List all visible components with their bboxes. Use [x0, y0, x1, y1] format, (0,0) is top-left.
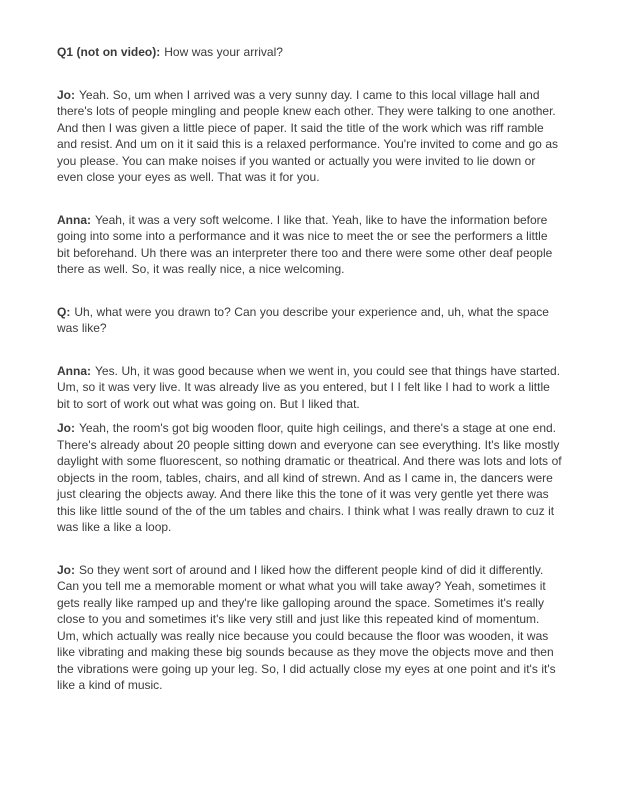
transcript-paragraph-jo-room: [57, 420, 562, 536]
transcript-paragraph-q2: [57, 304, 562, 337]
speaker-label: Jo:: [57, 421, 75, 435]
transcript-paragraph-anna-welcome: [57, 212, 562, 278]
speaker-label: Q1 (not on video):: [57, 45, 161, 59]
transcript-paragraph-jo-arrival: [57, 87, 562, 186]
paragraph-text: Yeah, it was a very soft welcome. I like that. Yeah, like to have the information before going into some into a performance and it was nice to meet the or see the performers a little bit beforehand. Uh there was an interpreter there too and there were some other deaf people there as well. So, it was really nice, a nice welcoming.: [57, 212, 553, 276]
speaker-label: Anna:: [57, 212, 91, 227]
speaker-label: Q:: [57, 304, 71, 319]
speaker-label: Jo:: [57, 87, 75, 102]
transcript-paragraph-jo-momentum: [57, 562, 562, 694]
paragraph-text: Yeah. So, um when I arrived was a very sunny day. I came to this local village hall and there's lots of people mingling and people knew each other. They were talking to one another. And then I was given a little piece of paper. It said the title of the work which was riff ramble and resist. And um on it it said this is a relaxed performance. You're invited to come and go as you please. You can make noises if you wanted or actually you were invited to lie down or even close your eyes as well. That was it for you.: [57, 87, 559, 184]
transcript-paragraph-anna-experience: [57, 363, 562, 413]
paragraph-text: Uh, what were you drawn to? Can you describe your experience and, uh, what the space was like?: [57, 304, 549, 335]
paragraph-text: How was your arrival?: [164, 45, 283, 59]
transcript-paragraph-q1: [57, 44, 562, 61]
paragraph-text: So they went sort of around and I liked how the different people kind of did it differently. Can you tell me a memorable moment or what what you will take away? Yeah, sometimes it gets really like ramped up and they're like galloping around the space. Sometimes it's really close to you and sometimes it's like very still and just like this repeated kind of momentum. Um, which actually was really nice because you could because the floor was wooden, it was like vibrating and making these big sounds because as they move the objects move and then the vibrations were going up your leg. So, I did actually close my eyes at one point and it's it's like a kind of music.: [57, 562, 556, 692]
speaker-label: Jo:: [57, 562, 75, 577]
paragraph-text: Yeah, the room's got big wooden floor, quite high ceilings, and there's a stage at one end. There's already about 20 people sitting down and everyone can see everything. It's like mostly daylight with some fluorescent, so nothing dramatic or theatrical. And there was lots and lots of objects in the room, tables, chairs, and all kind of strewn. And as I came in, the dancers were just clearing the objects away. And there like this the tone of it was very gentle yet there was this like little sound of the of the um tables and chairs. I think what I was really drawn to cuz it was like a like a loop.: [57, 421, 562, 534]
speaker-label: Anna:: [57, 363, 91, 378]
paragraph-text: Yes. Uh, it was good because when we went in, you could see that things have started. Um, so it was very live. It was already live as you entered, but I I felt like I had to work a little bit to sort of work out what was going on. But I liked that.: [57, 363, 561, 411]
